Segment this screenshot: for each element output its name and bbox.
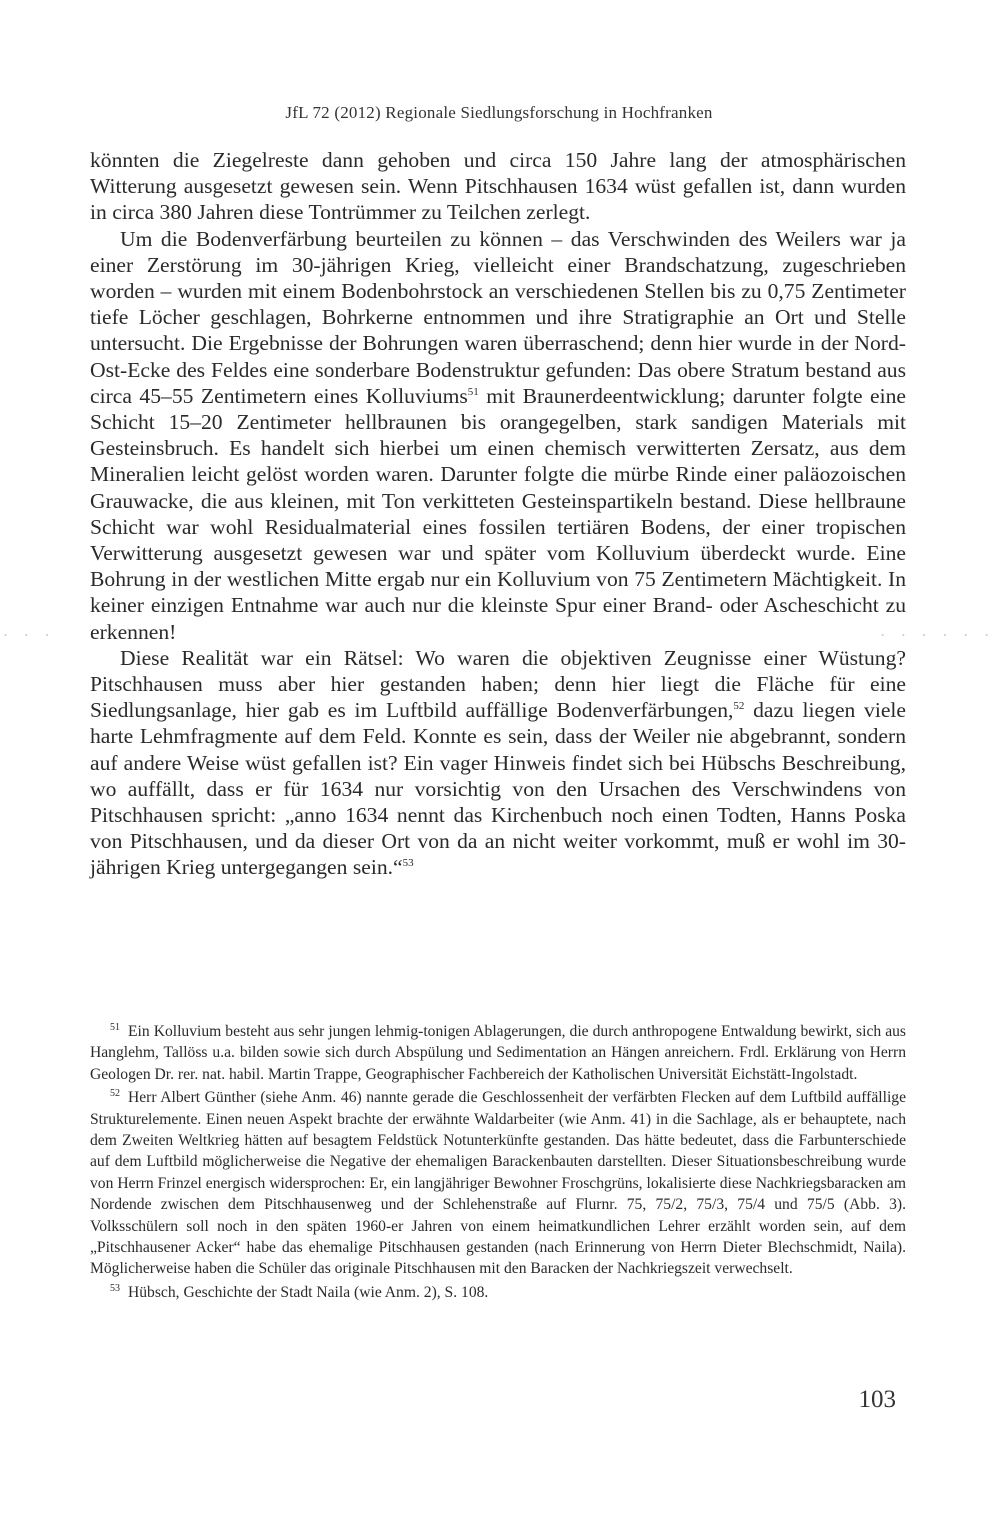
paragraph-2-text-a: Um die Bodenverfärbung beurteilen zu können – das Verschwinden des Weilers war ja einer Zerstörung im 30-jährigen Krieg, vielleicht einer Brandschatzung, zugeschrieben worden – wurden mit einem Bodenbohrstock an verschiedenen Stellen bis zu 0,75 Zentimeter tiefe Löcher geschlagen, Bohrkerne entnommen und ihre Stratigraphie an Ort und Stelle untersucht. Die Ergebnisse der Bohrungen waren überraschend; denn hier wurde in der Nord-Ost-Ecke des Feldes eine sonderbare Bodenstruktur gefunden: Das obere Stratum bestand aus circa 45–55 Zentimetern eines Kolluviums — [90, 226, 906, 408]
footnote-ref-51[interactable]: 51 — [467, 385, 479, 398]
footnote-53 — [90, 1282, 906, 1303]
footnote-text: Herr Albert Günther (siehe Anm. 46) nannte gerade die Geschlossenheit der verfärbten Flecken auf dem Luftbild auffällige Strukturelemente. Einen neuen Aspekt brachte der erwähnte Waldarbeiter (wie Anm. 41) in die Sachlage, als er behauptete, nach dem Zweiten Weltkrieg hätten auf besagtem Feldstück Notunterkünfte gestanden. Das hätte bedeutet, dass die Farbunterschiede auf dem Luftbild möglicherweise die Negative der ehemaligen Barackenbauten darstellten. Dieser Situationsbeschreibung wurde von Herrn Frinzel energisch widersprochen: Er, ein langjähriger Bewohner Froschgrüns, lokalisierte diese Nachkriegsbaracken am Nordende zwischen dem Pitschhausenweg und der Schlehenstraße auf Flurnr. 75, 75/2, 75/3, 75/4 und 75/5 (Abb. 3). Volksschülern soll noch in den späten 1960-er Jahren von einem heimatkundlichen Lehrer erzählt worden sein, auf dem „Pitschhausener Acker“ habe das ehemalige Pitschhausen gestanden (nach Erinnerung von Herrn Dieter Blechschmidt, Naila). Möglicherweise haben die Schüler das originale Pitschhausen mit den Baracken der Nachkriegszeit verwechselt. — [90, 1089, 906, 1278]
paragraph-3-text-b: dazu liegen viele harte Lehmfragmente auf dem Feld. Konnte es sein, dass der Weiler nie abgebrannt, sondern auf andere Weise wüst gefallen ist? Ein vager Hinweis findet sich bei Hübschs Beschreibung, wo auffällt, dass er für 1634 nur vorsichtig von den Ursachen des Verschwindens von Pitschhausen spricht: „anno 1634 nennt das Kirchenbuch noch einen Todten, Hanns Poska von Pitschhausen, und da dieser Ort von da an nicht weiter vorkommt, muß er wohl im 30-jährigen Krieg untergegangen sein.“ — [90, 698, 906, 880]
main-text — [90, 147, 906, 881]
footnote-51 — [90, 1021, 906, 1085]
paragraph-3-text-a: Diese Realität war ein Rätsel: Wo waren die objektiven Zeugnisse einer Wüstung? Pitschhausen muss aber hier gestanden haben; denn hier liegt die Fläche für eine Siedlungsanlage, hier gab es im Luftbild auffällige Bodenverfärbungen, — [90, 645, 906, 723]
paragraph-2-text-b: mit Braunerdeentwicklung; darunter folgte eine Schicht 15–20 Zentimeter hellbraunen bis orangegelben, stark sandigen Materials mit Gesteinsbruch. Es handelt sich hierbei um einen chemisch verwitterten Zersatz, aus dem Mineralien leicht gelöst worden waren. Darunter folgte die mürbe Rinde einer paläozoischen Grauwacke, die aus kleinen, mit Ton verkitteten Gesteinspartikeln bestand. Diese hellbraune Schicht war wohl Residualmaterial eines fossilen tertiären Bodens, der einer tropischen Verwitterung ausgesetzt gewesen war und später vom Kolluvium überdeckt wurde. Eine Bohrung in der westlichen Mitte ergab nur ein Kolluvium von 75 Zentimetern Mächtigkeit. In keiner einzigen Entnahme war auch nur die kleinste Spur einer Brand- oder Ascheschicht zu erkennen! — [90, 383, 906, 644]
footnote-number: 52 — [110, 1088, 120, 1100]
footnote-ref-53[interactable]: 53 — [402, 857, 414, 870]
footnote-text: Hübsch, Geschichte der Stadt Naila (wie Anm. 2), S. 108. — [128, 1283, 489, 1301]
footnote-number: 53 — [110, 1282, 120, 1294]
footnotes — [90, 1021, 906, 1305]
footnote-number: 51 — [110, 1021, 120, 1033]
footnote-text: Ein Kolluvium besteht aus sehr jungen lehmig-tonigen Ablagerungen, die durch anthropogene Entwaldung bewirkt, sich aus Hanglehm, Tallöss u.a. bilden sowie sich durch Abspülung und Sedimentation an Hängen anreichern. Frdl. Erklärung von Herrn Geologen Dr. rer. nat. habil. Martin Trappe, Geographischer Fachbereich der Katholischen Universität Eichstätt-Ingolstadt. — [90, 1023, 906, 1083]
paragraph-1: könnten die Ziegelreste dann gehoben und circa 150 Jahre lang der atmosphärischen Witterung ausgesetzt gewesen sein. Wenn Pitschhausen 1634 wüst gefallen ist, dann wurden in circa 380 Jahren diese Tontrümmer zu Teilchen zerlegt. — [90, 148, 906, 225]
running-header: JfL 72 (2012) Regionale Siedlungsforschung in Hochfranken — [285, 103, 713, 122]
paragraph-3 — [90, 645, 906, 881]
scan-artifact-dots-right: • • • • • • — [881, 631, 996, 640]
footnote-52 — [90, 1087, 906, 1280]
paragraph-2 — [90, 226, 906, 645]
scan-artifact-dots-left: • • • — [4, 631, 57, 640]
page-number: 103 — [858, 1386, 896, 1413]
footnote-ref-52[interactable]: 52 — [733, 700, 745, 713]
